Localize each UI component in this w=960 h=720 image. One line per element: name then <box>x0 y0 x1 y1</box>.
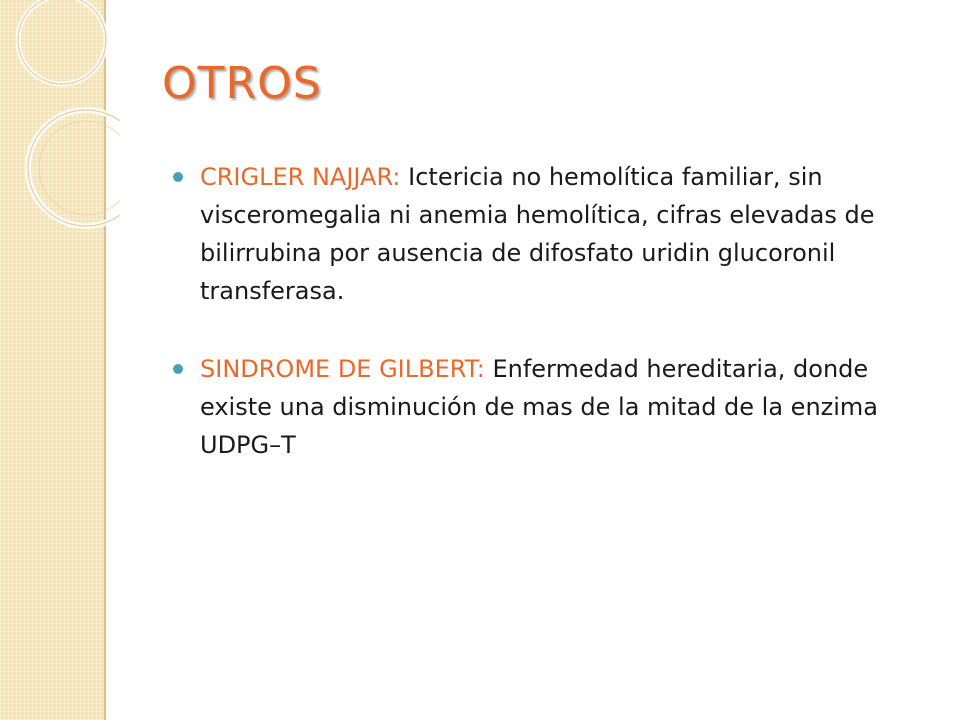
definition-text: Enfermedad hereditaria, donde existe una disminución de mas de la mitad de la enzima UDPG–T <box>200 355 879 459</box>
decorative-rings <box>0 0 120 260</box>
term-label: CRIGLER NAJJAR: <box>200 163 401 191</box>
definition-text: Ictericia no hemolítica familiar, sin visceromegalia ni anemia hemolítica, cifras elevadas de bilirrubina por ausencia de difosfato uridin glucoronil transferasa. <box>200 163 875 305</box>
bullet-icon <box>173 172 183 182</box>
bullet-list <box>170 158 930 464</box>
bullet-icon <box>173 364 183 374</box>
term-label: SINDROME DE GILBERT: <box>200 355 485 383</box>
list-item <box>170 158 930 310</box>
slide-title: OTROS <box>162 58 322 109</box>
list-item <box>170 350 930 464</box>
